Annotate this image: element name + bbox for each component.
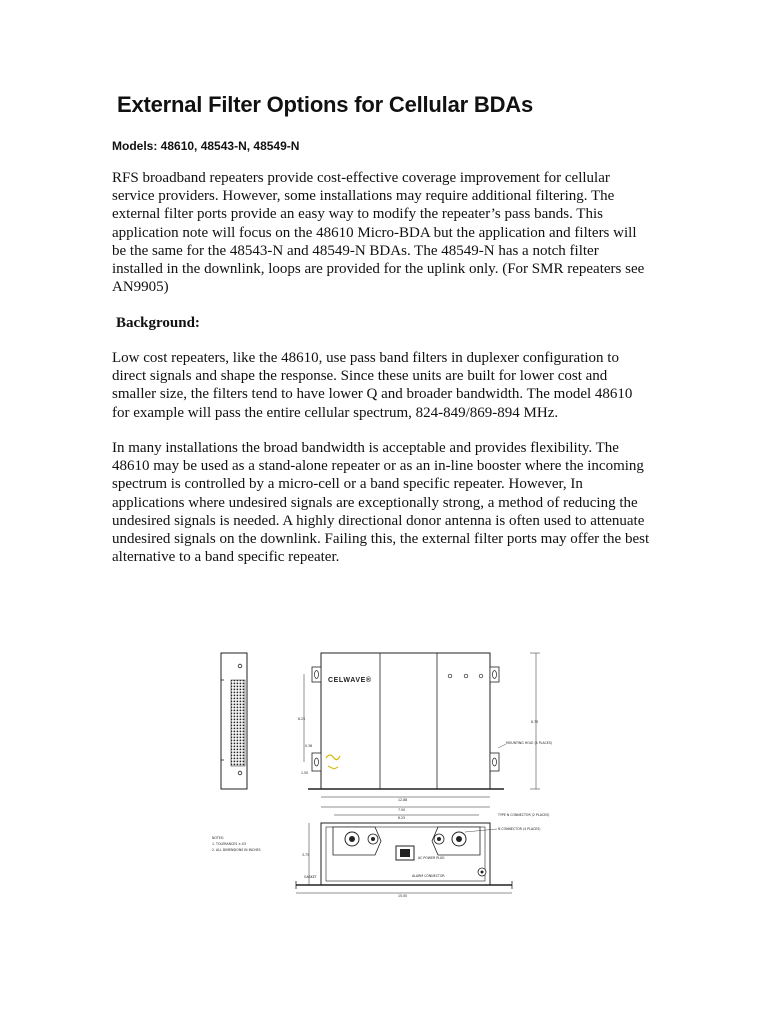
alarm-connector-label: ALARM CONNECTOR: [412, 874, 445, 878]
models-line: Models: 48610, 48543-N, 48549-N: [112, 139, 300, 153]
side-view: [221, 653, 247, 789]
dim-width-front: 12.88: [398, 798, 408, 802]
n-connector-icon: [349, 836, 355, 842]
dim-mount: 1.50: [301, 771, 309, 775]
dim-depth: 3.75: [302, 853, 310, 857]
background-heading: Background:: [116, 315, 200, 331]
dim-inner-1: 7.50: [398, 808, 406, 812]
dim-inner-2: 6.25: [398, 816, 406, 820]
technical-drawing-svg: [200, 640, 553, 905]
background-paragraph-2: In many installations the broad bandwidth is acceptable and provides flexibility. The 48610 may be used as a stand-alone repeater or as an in-line booster where the incoming spectrum is controlled by a micro-cell or a band specific repeater. However, In applications where undesired signals are exceptionally strong, a method of reducing the undesired signals is needed. A highly directional donor antenna is often used to attenuate undesired signals on the downlink. Failing this, the external filter ports may offer the best alternative to a band specific repeater.: [112, 440, 650, 566]
mounting-hole-label: MOUNTING HOLE (4 PLACES): [506, 741, 553, 745]
intro-paragraph: RFS broadband repeaters provide cost-effective coverage improvement for cellular service providers. However, some installations may require additional filtering. The external filter ports provide an easy way to modify the repeater’s pass bands. This application note will focus on the 48610 Micro-BDA but the application and filters will be the same for the 48543-N and 48549-N BDAs. The 48549-N has a notch filter installed in the downlink, loops are provided for the uplink only. (For SMR repeaters see AN9905): [112, 170, 645, 296]
document-title: External Filter Options for Cellular BDAs: [117, 92, 533, 117]
front-view: [298, 653, 552, 802]
n-connector-right-label: N CONNECTOR (4 PLACES): [498, 827, 541, 831]
dim-height-front: 8.75: [531, 720, 539, 724]
technical-drawing: [200, 640, 553, 905]
background-paragraph-1: Low cost repeaters, like the 48610, use pass band filters in duplexer configuration to direct signals and shape the response. Since these units are built for lower cost and smaller size, the filters tend to have lower Q and broader bandwidth. The model 48610 for example will pass the entire cellular spectrum, 824-849/869-894 MHz.: [112, 350, 633, 421]
dim-height-side: 8.25: [298, 717, 306, 721]
notes-title: NOTES:: [212, 836, 224, 840]
dim-width-bottom: 15.00: [398, 894, 408, 898]
gasket-label: GASKET: [304, 875, 317, 879]
n-connector-top-label: TYPE N CONNECTOR (2 PLACES): [498, 813, 550, 817]
note-2: 2. ALL DIMENSIONS IN INCHES: [212, 848, 261, 852]
bottom-view: [212, 807, 549, 898]
dim-hole: 0.38: [305, 744, 313, 748]
brand-label: CELWAVE®: [328, 677, 372, 684]
note-1: 1. TOLERANCES ±.03: [212, 842, 246, 846]
ac-power-plug-label: AC POWER PLUG: [418, 856, 445, 860]
